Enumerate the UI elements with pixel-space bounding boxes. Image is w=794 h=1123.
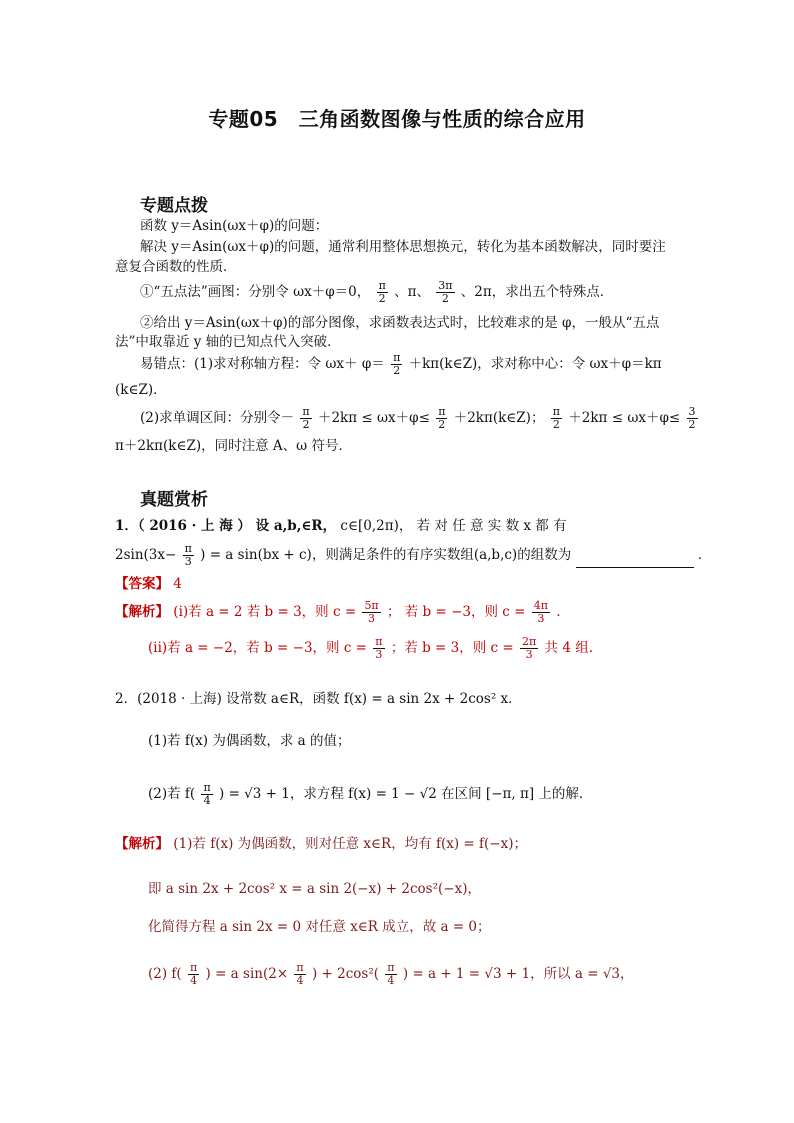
fraction-pi-over-4: $\frac{\pi}{4}$ <box>387 961 395 987</box>
tips-line-3: 意复合函数的性质． <box>115 259 237 275</box>
section-heading-exam: 真题赏析 <box>140 490 208 510</box>
section-heading-tips: 专题点拨 <box>140 196 208 216</box>
tips-line-1: 函数 y＝Asin(ωx＋φ)的问题： <box>140 218 329 234</box>
fraction-5pi-over-3: $\frac{5\pi}{3}$ <box>364 599 379 625</box>
q1-line-1: 1．（ 2016 · 上 海 ） 设 a,b,∈R， c∈[0,2π)， 若 对 任 意 实 数 x 都 有 <box>115 518 567 534</box>
q2-solution-line-1: 【解析】 (1)若 f(x) 为偶函数，则对任意 x∈R，均有 f(x) = f(−x)； <box>115 836 527 852</box>
fraction-4pi-over-3: $\frac{4\pi}{3}$ <box>533 599 548 625</box>
fraction-pi-over-2: $\frac{\pi}{2}$ <box>552 405 560 431</box>
answer-blank <box>576 553 694 568</box>
fraction-2pi-over-3: $\frac{2\pi}{3}$ <box>522 635 537 661</box>
page-title: 专题05 三角函数图像与性质的综合应用 <box>208 107 586 131</box>
q2-solution-line-4: (2) f( $\frac{\pi}{4}$ ) = a sin(2× $\frac{\pi}{4}$ ) + 2cos²( $\frac{\pi}{4}$ ) = a + 1 = √3 + 1，所以 a = √3， <box>148 961 634 987</box>
tips-line-5: ②给出 y＝Asin(ωx＋φ)的部分图像，求函数表达式时，比较难求的是 φ，一般从“五点 <box>140 315 660 331</box>
fraction-pi-over-3: $\frac{\pi}{3}$ <box>184 542 192 568</box>
q1-answer: 【答案】 4 <box>115 576 182 592</box>
q1-solution-line-1: 【解析】 (i)若 a = 2 若 b = 3，则 c = $\frac{5\pi}{3}$ ； 若 b = −3，则 c = $\frac{4\pi}{3}$ . <box>115 599 561 625</box>
fraction-pi-over-4: $\frac{\pi}{4}$ <box>296 961 304 987</box>
q1-line-2: 2sin(3x− $\frac{\pi}{3}$ ) = a sin(bx + c)，则满足条件的有序实数组(a,b,c)的组数为 ． <box>115 542 712 568</box>
tips-line-4: ①“五点法”画图：分别令 ωx＋φ＝0， $\frac{\pi}{2}$ 、π、 $\frac{3\pi}{2}$ 、2π，求出五个特殊点． <box>140 279 614 305</box>
q2-part-2: (2)若 f( $\frac{\pi}{4}$ ) = √3 + 1，求方程 f(x) = 1 − √2 在区间 [−π, π] 上的解． <box>148 781 593 807</box>
q2-solution-line-2: 即 a sin 2x + 2cos² x = a sin 2(−x) + 2cos²(−x)， <box>148 881 481 897</box>
fraction-pi-over-4: $\frac{\pi}{4}$ <box>203 781 211 807</box>
q2-part-1: (1)若 f(x) 为偶函数，求 a 的值； <box>148 733 351 749</box>
tips-line-10: π＋2kπ(k∈Z)，同时注意 A、ω 符号． <box>115 438 352 454</box>
tips-line-8: (k∈Z)． <box>115 382 167 398</box>
fraction-pi-over-2: $\frac{\pi}{2}$ <box>378 279 386 305</box>
fraction-pi-over-2: $\frac{\pi}{2}$ <box>438 405 446 431</box>
tips-line-9: (2)求单调区间：分别令－ $\frac{\pi}{2}$ ＋2kπ ≤ ωx＋φ≤ $\frac{\pi}{2}$ ＋2kπ(k∈Z)； $\frac{\pi}{2}$ ＋2kπ ≤ ωx＋φ≤ $\frac{3}{2}$ <box>140 405 696 431</box>
fraction-pi-over-2: $\frac{\pi}{2}$ <box>393 351 401 377</box>
fraction-pi-over-4: $\frac{\pi}{4}$ <box>189 961 198 987</box>
tips-line-7: 易错点：(1)求对称轴方程：令 ωx＋ φ＝ $\frac{\pi}{2}$ ＋kπ(k∈Z)，求对称中心：令 ωx＋φ＝kπ <box>140 351 662 377</box>
q1-solution-line-2: (ii)若 a = −2，若 b = −3，则 c = $\frac{\pi}{3}$ ；若 b = 3，则 c = $\frac{2\pi}{3}$ 共 4 组. <box>148 635 593 661</box>
q2-stem: 2．(2018 · 上海) 设常数 a∈R，函数 f(x) = a sin 2x + 2cos² x． <box>115 691 522 707</box>
fraction-pi-over-2: $\frac{\pi}{2}$ <box>302 405 310 431</box>
q2-solution-line-3: 化简得方程 a sin 2x = 0 对任意 x∈R 成立，故 a = 0； <box>148 919 491 935</box>
fraction-pi-over-3: $\frac{\pi}{3}$ <box>375 635 383 661</box>
tips-line-2: 解决 y＝Asin(ωx＋φ)的问题，通常利用整体思想换元，转化为基本函数解决，同时要注 <box>140 239 666 255</box>
fraction-3-over-2: $\frac{3}{2}$ <box>688 405 696 431</box>
fraction-3pi-over-2: $\frac{3\pi}{2}$ <box>438 279 453 305</box>
tips-line-6: 法”中取靠近 y 轴的已知点代入突破． <box>115 334 341 350</box>
